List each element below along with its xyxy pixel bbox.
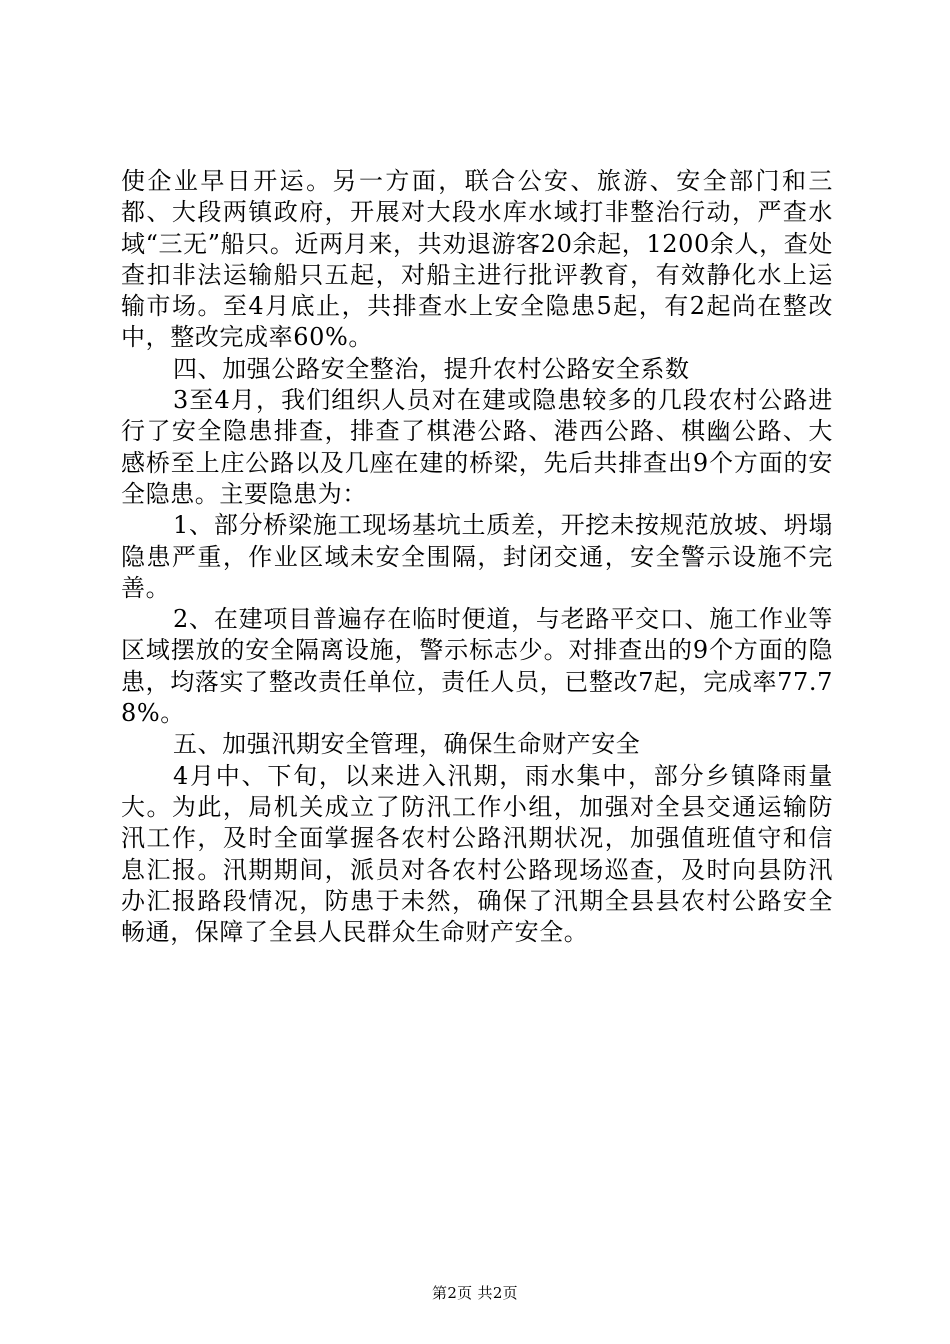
section-heading-road-safety: 四、加强公路安全整治，提升农村公路安全系数 [173, 354, 690, 383]
paragraph-flood-management: 4月中、下旬，以来进入汛期，雨水集中，部分乡镇降雨量大。为此，局机关成立了防汛工作小组，加强对全县交通运输防汛工作，及时全面掌握各农村公路汛期状况，加强值班值守和信息汇报。汛期期间，派员对各农村公路现场巡查，及时向县防汛办汇报路段情况，防患于未然，确保了汛期全县县农村公路安全畅通，保障了全县人民群众生命财产安全。 [121, 761, 833, 947]
section-heading-flood-season: 五、加强汛期安全管理，确保生命财产安全 [173, 730, 641, 759]
paragraph-water-safety-continuation: 使企业早日开运。另一方面，联合公安、旅游、安全部门和三都、大段两镇政府，开展对大段水库水域打非整治行动，严查水域“三无”船只。近两月来，共劝退游客20余起，1200余人，查处查扣非法运输船只五起，对船主进行批评教育，有效静化水上运输市场。至4月底止，共排查水上安全隐患5起，有2起尚在整改中，整改完成率60%。 [121, 167, 833, 352]
page-number-footer: 第2页 共2页 [432, 1284, 518, 1302]
paragraph-hazard-item-2: 2、在建项目普遍存在临时便道，与老路平交口、施工作业等区域摆放的安全隔离设施，警示标志少。对排查出的9个方面的隐患，均落实了整改责任单位，责任人员，已整改7起，完成率77.78%。 [121, 605, 833, 728]
paragraph-hazard-item-1: 1、部分桥梁施工现场基坑土质差，开挖未按规范放坡、坍塌隐患严重，作业区域未安全围隔，封闭交通，安全警示设施不完善。 [121, 511, 833, 602]
paragraph-road-inspection: 3至4月，我们组织人员对在建或隐患较多的几段农村公路进行了安全隐患排查，排查了棋港公路、港西公路、棋幽公路、大感桥至上庄公路以及几座在建的桥梁，先后共排查出9个方面的安全隐患。主要隐患为： [121, 386, 833, 508]
document-body [121, 166, 833, 948]
